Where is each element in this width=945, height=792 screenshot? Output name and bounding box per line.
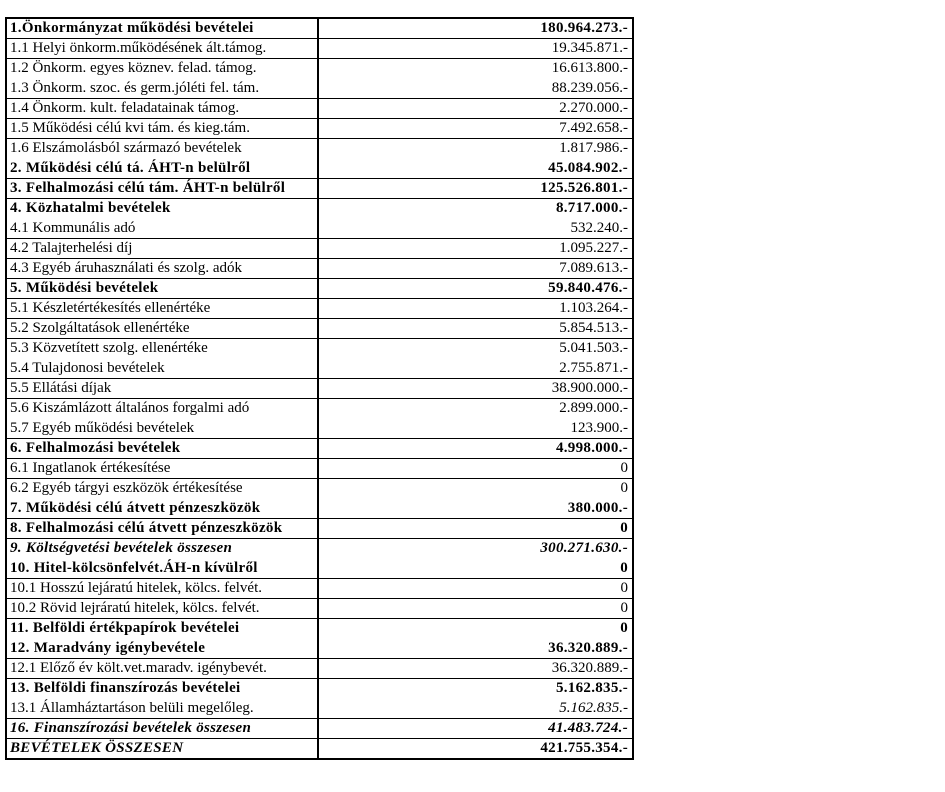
budget-revenue-table <box>5 17 634 760</box>
row-label: 16. Finanszírozási bevételek összesen <box>6 719 318 739</box>
row-label: 5.2 Szolgáltatások ellenértéke <box>6 319 318 339</box>
row-value: 0 <box>620 480 628 497</box>
table-row <box>6 219 633 239</box>
row-value: 5.854.513.- <box>318 319 633 339</box>
row-value: 88.239.056.- <box>318 79 633 99</box>
row-value: 16.613.800.- <box>551 60 628 77</box>
table-row <box>6 439 633 459</box>
table-row <box>6 159 633 179</box>
row-label: 5.5 Ellátási díjak <box>6 379 318 399</box>
table-row <box>6 379 633 399</box>
row-label: 10.1 Hosszú lejáratú hitelek, kölcs. felvét. <box>6 579 318 599</box>
row-label: 5.7 Egyéb működési bevételek <box>6 419 318 439</box>
row-value: 5.162.835.- <box>318 699 633 719</box>
table-row <box>6 679 633 699</box>
table-row <box>6 279 633 299</box>
row-label: 1.Önkormányzat működési bevételei <box>6 18 318 39</box>
table-row <box>6 399 633 419</box>
table-row <box>6 599 633 619</box>
table-row <box>6 39 633 59</box>
row-value: 123.900.- <box>318 419 633 439</box>
row-label: 12.1 Előző év költ.vet.maradv. igénybevét. <box>6 659 318 679</box>
row-label: 5.6 Kiszámlázott általános forgalmi adó <box>6 399 318 419</box>
table-row <box>6 59 633 79</box>
row-value: 5.041.503.- <box>559 340 628 357</box>
row-label: 6. Felhalmozási bevételek <box>6 439 318 459</box>
row-value: 0 <box>620 620 628 637</box>
row-value: 8.717.000.- <box>555 200 628 217</box>
row-label: 1.1 Helyi önkorm.működésének ált.támog. <box>6 39 318 59</box>
row-label: 10.2 Rövid lejráratú hitelek, kölcs. felvét. <box>6 599 318 619</box>
table-row <box>6 419 633 439</box>
table-row <box>6 139 633 159</box>
table-row <box>6 299 633 319</box>
row-value: 0 <box>318 599 633 619</box>
row-value: 125.526.801.- <box>318 179 633 199</box>
row-label: 4.3 Egyéb áruhasználati és szolg. adók <box>6 259 318 279</box>
table-row <box>6 699 633 719</box>
row-value: 19.345.871.- <box>318 39 633 59</box>
table-row <box>6 639 633 659</box>
table-row <box>6 479 633 499</box>
table-row <box>6 559 633 579</box>
row-label: 12. Maradvány igénybevétele <box>6 639 318 659</box>
row-value: 0 <box>318 579 633 599</box>
row-label: 1.5 Működési célú kvi tám. és kieg.tám. <box>6 119 318 139</box>
row-label: 10. Hitel-kölcsönfelvét.ÁH-n kívülről <box>6 559 318 579</box>
row-label: 1.2 Önkorm. egyes köznev. felad. támog. <box>6 59 318 79</box>
table-row <box>6 539 633 559</box>
row-label: 8. Felhalmozási célú átvett pénzeszközök <box>6 519 318 539</box>
table-row <box>6 359 633 379</box>
row-value: 7.492.658.- <box>318 119 633 139</box>
row-value: 180.964.273.- <box>318 18 633 39</box>
row-value: 300.271.630.- <box>540 540 628 557</box>
row-value: 41.483.724.- <box>318 719 633 739</box>
row-label: 6.2 Egyéb tárgyi eszközök értékesítése <box>6 479 318 499</box>
table-row <box>6 519 633 539</box>
row-value: 1.103.264.- <box>318 299 633 319</box>
row-value: 380.000.- <box>318 499 633 519</box>
row-value: 4.998.000.- <box>318 439 633 459</box>
table-row <box>6 739 633 760</box>
row-label: 5. Működési bevételek <box>6 279 318 299</box>
table-row <box>6 179 633 199</box>
row-value: 36.320.889.- <box>318 659 633 679</box>
row-label: 11. Belföldi értékpapírok bevételei <box>6 619 318 639</box>
row-value: 38.900.000.- <box>318 379 633 399</box>
row-value: 45.084.902.- <box>318 159 633 179</box>
budget-table-body <box>6 18 633 759</box>
table-row <box>6 99 633 119</box>
row-label: 3. Felhalmozási célú tám. ÁHT-n belülről <box>6 179 318 199</box>
row-label: 4. Közhatalmi bevételek <box>6 199 318 219</box>
table-row <box>6 259 633 279</box>
row-value: 1.095.227.- <box>318 239 633 259</box>
row-value: 7.089.613.- <box>318 259 633 279</box>
table-row <box>6 119 633 139</box>
row-label: BEVÉTELEK ÖSSZESEN <box>6 739 318 760</box>
row-value: 5.162.835.- <box>555 680 628 697</box>
row-label: 2. Működési célú tá. ÁHT-n belülről <box>6 159 318 179</box>
table-row <box>6 719 633 739</box>
row-label: 1.6 Elszámolásból származó bevételek <box>6 139 318 159</box>
row-label: 13.1 Államháztartáson belüli megelőleg. <box>6 699 318 719</box>
row-value: 36.320.889.- <box>318 639 633 659</box>
row-label: 7. Működési célú átvett pénzeszközök <box>6 499 318 519</box>
table-row <box>6 339 633 359</box>
row-value: 2.899.000.- <box>559 400 628 417</box>
row-value: 532.240.- <box>318 219 633 239</box>
table-row <box>6 79 633 99</box>
row-label: 1.4 Önkorm. kult. feladatainak támog. <box>6 99 318 119</box>
row-label: 5.1 Készletértékesítés ellenértéke <box>6 299 318 319</box>
row-value: 0 <box>318 459 633 479</box>
table-row <box>6 659 633 679</box>
row-value: 59.840.476.- <box>318 279 633 299</box>
row-value: 421.755.354.- <box>318 739 633 760</box>
row-value: 0 <box>318 559 633 579</box>
table-row <box>6 239 633 259</box>
table-row <box>6 459 633 479</box>
table-row <box>6 499 633 519</box>
row-label: 4.2 Talajterhelési díj <box>6 239 318 259</box>
row-label: 5.3 Közvetített szolg. ellenértéke <box>6 339 318 359</box>
table-row <box>6 319 633 339</box>
row-value: 2.755.871.- <box>318 359 633 379</box>
row-value: 2.270.000.- <box>318 99 633 119</box>
row-label: 13. Belföldi finanszírozás bevételei <box>6 679 318 699</box>
table-row <box>6 18 633 39</box>
row-value: 1.817.986.- <box>559 140 628 157</box>
table-row <box>6 619 633 639</box>
row-label: 9. Költségvetési bevételek összesen <box>6 539 318 559</box>
row-label: 5.4 Tulajdonosi bevételek <box>6 359 318 379</box>
row-label: 1.3 Önkorm. szoc. és germ.jóléti fel. tám. <box>6 79 318 99</box>
row-value: 0 <box>318 519 633 539</box>
row-label: 6.1 Ingatlanok értékesítése <box>6 459 318 479</box>
table-row <box>6 579 633 599</box>
table-row <box>6 199 633 219</box>
row-label: 4.1 Kommunális adó <box>6 219 318 239</box>
